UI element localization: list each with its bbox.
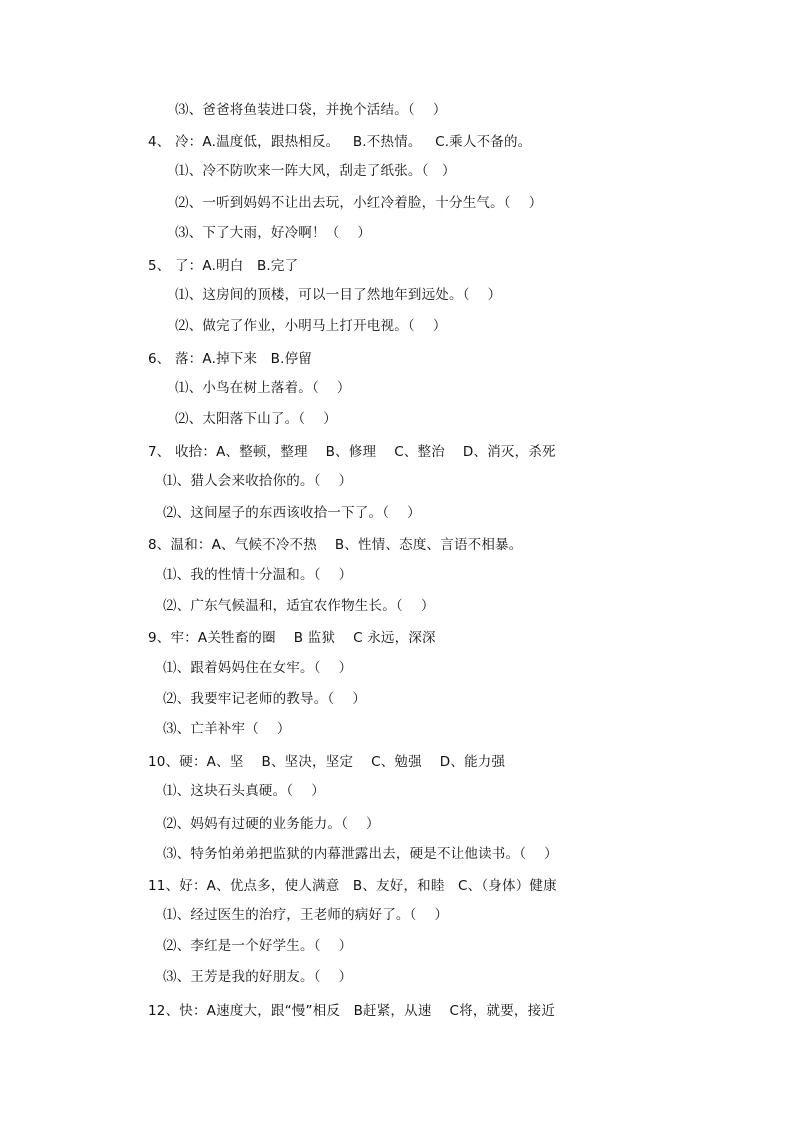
sub-item: ⑵、太阳落下山了。（ ） xyxy=(175,411,337,427)
sub-item: ⑶、特务怕弟弟把监狱的内幕泄露出去，硬是不让他读书。（ ） xyxy=(163,846,558,862)
question-12: 12、快：A速度大，跟“慢”相反 B赶紧，从速 C将，就要，接近 xyxy=(148,1003,556,1019)
sub-item: ⑴、跟着妈妈住在女牢。（ ） xyxy=(163,660,353,676)
question-5: 5、 了：A.明白 B.完了 xyxy=(148,258,299,274)
question-4: 4、 冷：A.温度低，跟热相反。 B.不热情。 C.乘人不备的。 xyxy=(148,134,532,150)
sub-item: ⑴、这块石头真硬。（ ） xyxy=(163,783,325,799)
sub-item: ⑶、下了大雨，好冷啊！（ ） xyxy=(175,225,372,241)
sub-item: ⑵、妈妈有过硬的业务能力。（ ） xyxy=(163,816,380,832)
sub-item: ⑴、经过医生的治疗，王老师的病好了。（ ） xyxy=(163,907,449,923)
question-8: 8、温和：A、气候不冷不热 B、性情、态度、言语不相暴。 xyxy=(148,537,523,553)
sub-item: ⑵、做完了作业，小明马上打开电视。（ ） xyxy=(175,318,447,334)
sub-item: ⑴、猎人会来收拾你的。（ ） xyxy=(163,473,353,489)
question-10: 10、硬：A、坚 B、坚决，坚定 C、勉强 D、能力强 xyxy=(148,754,506,770)
sub-item: ⑵、李红是一个好学生。（ ） xyxy=(163,938,353,954)
sub-item: ⑴、我的性情十分温和。（ ） xyxy=(163,567,353,583)
sub-item: ⑵、这间屋子的东西该收拾一下了。（ ） xyxy=(163,505,421,521)
sub-item: ⑶、爸爸将鱼装进口袋，并挽个活结。（ ） xyxy=(175,102,447,118)
question-7: 7、 收拾：A、整顿，整理 B、修理 C、整治 D、消灭，杀死 xyxy=(148,444,556,460)
sub-item: ⑶、王芳是我的好朋友。（ ） xyxy=(163,969,353,985)
sub-item: ⑵、广东气候温和，适宜农作物生长。（ ） xyxy=(163,598,435,614)
question-6: 6、 落：A.掉下来 B.停留 xyxy=(148,351,312,367)
sub-item: ⑴、冷不防吹来一阵大风，刮走了纸张。（ ） xyxy=(175,163,456,179)
sub-item: ⑴、这房间的顶楼，可以一目了然地年到远处。（ ） xyxy=(175,287,502,303)
question-11: 11、好：A、优点多，使人满意 B、友好，和睦 C、（身体）健康 xyxy=(148,878,557,894)
sub-item: ⑴、小鸟在树上落着。（ ） xyxy=(175,380,351,396)
sub-item: ⑵、我要牢记老师的教导。（ ） xyxy=(163,691,367,707)
question-9: 9、牢：A关牲畜的圈 B 监狱 C 永远，深深 xyxy=(148,630,436,646)
sub-item: ⑶、亡羊补牢（ ） xyxy=(163,721,291,737)
sub-item: ⑵、一听到妈妈不让出去玩，小红冷着脸，十分生气。（ ） xyxy=(175,195,543,211)
